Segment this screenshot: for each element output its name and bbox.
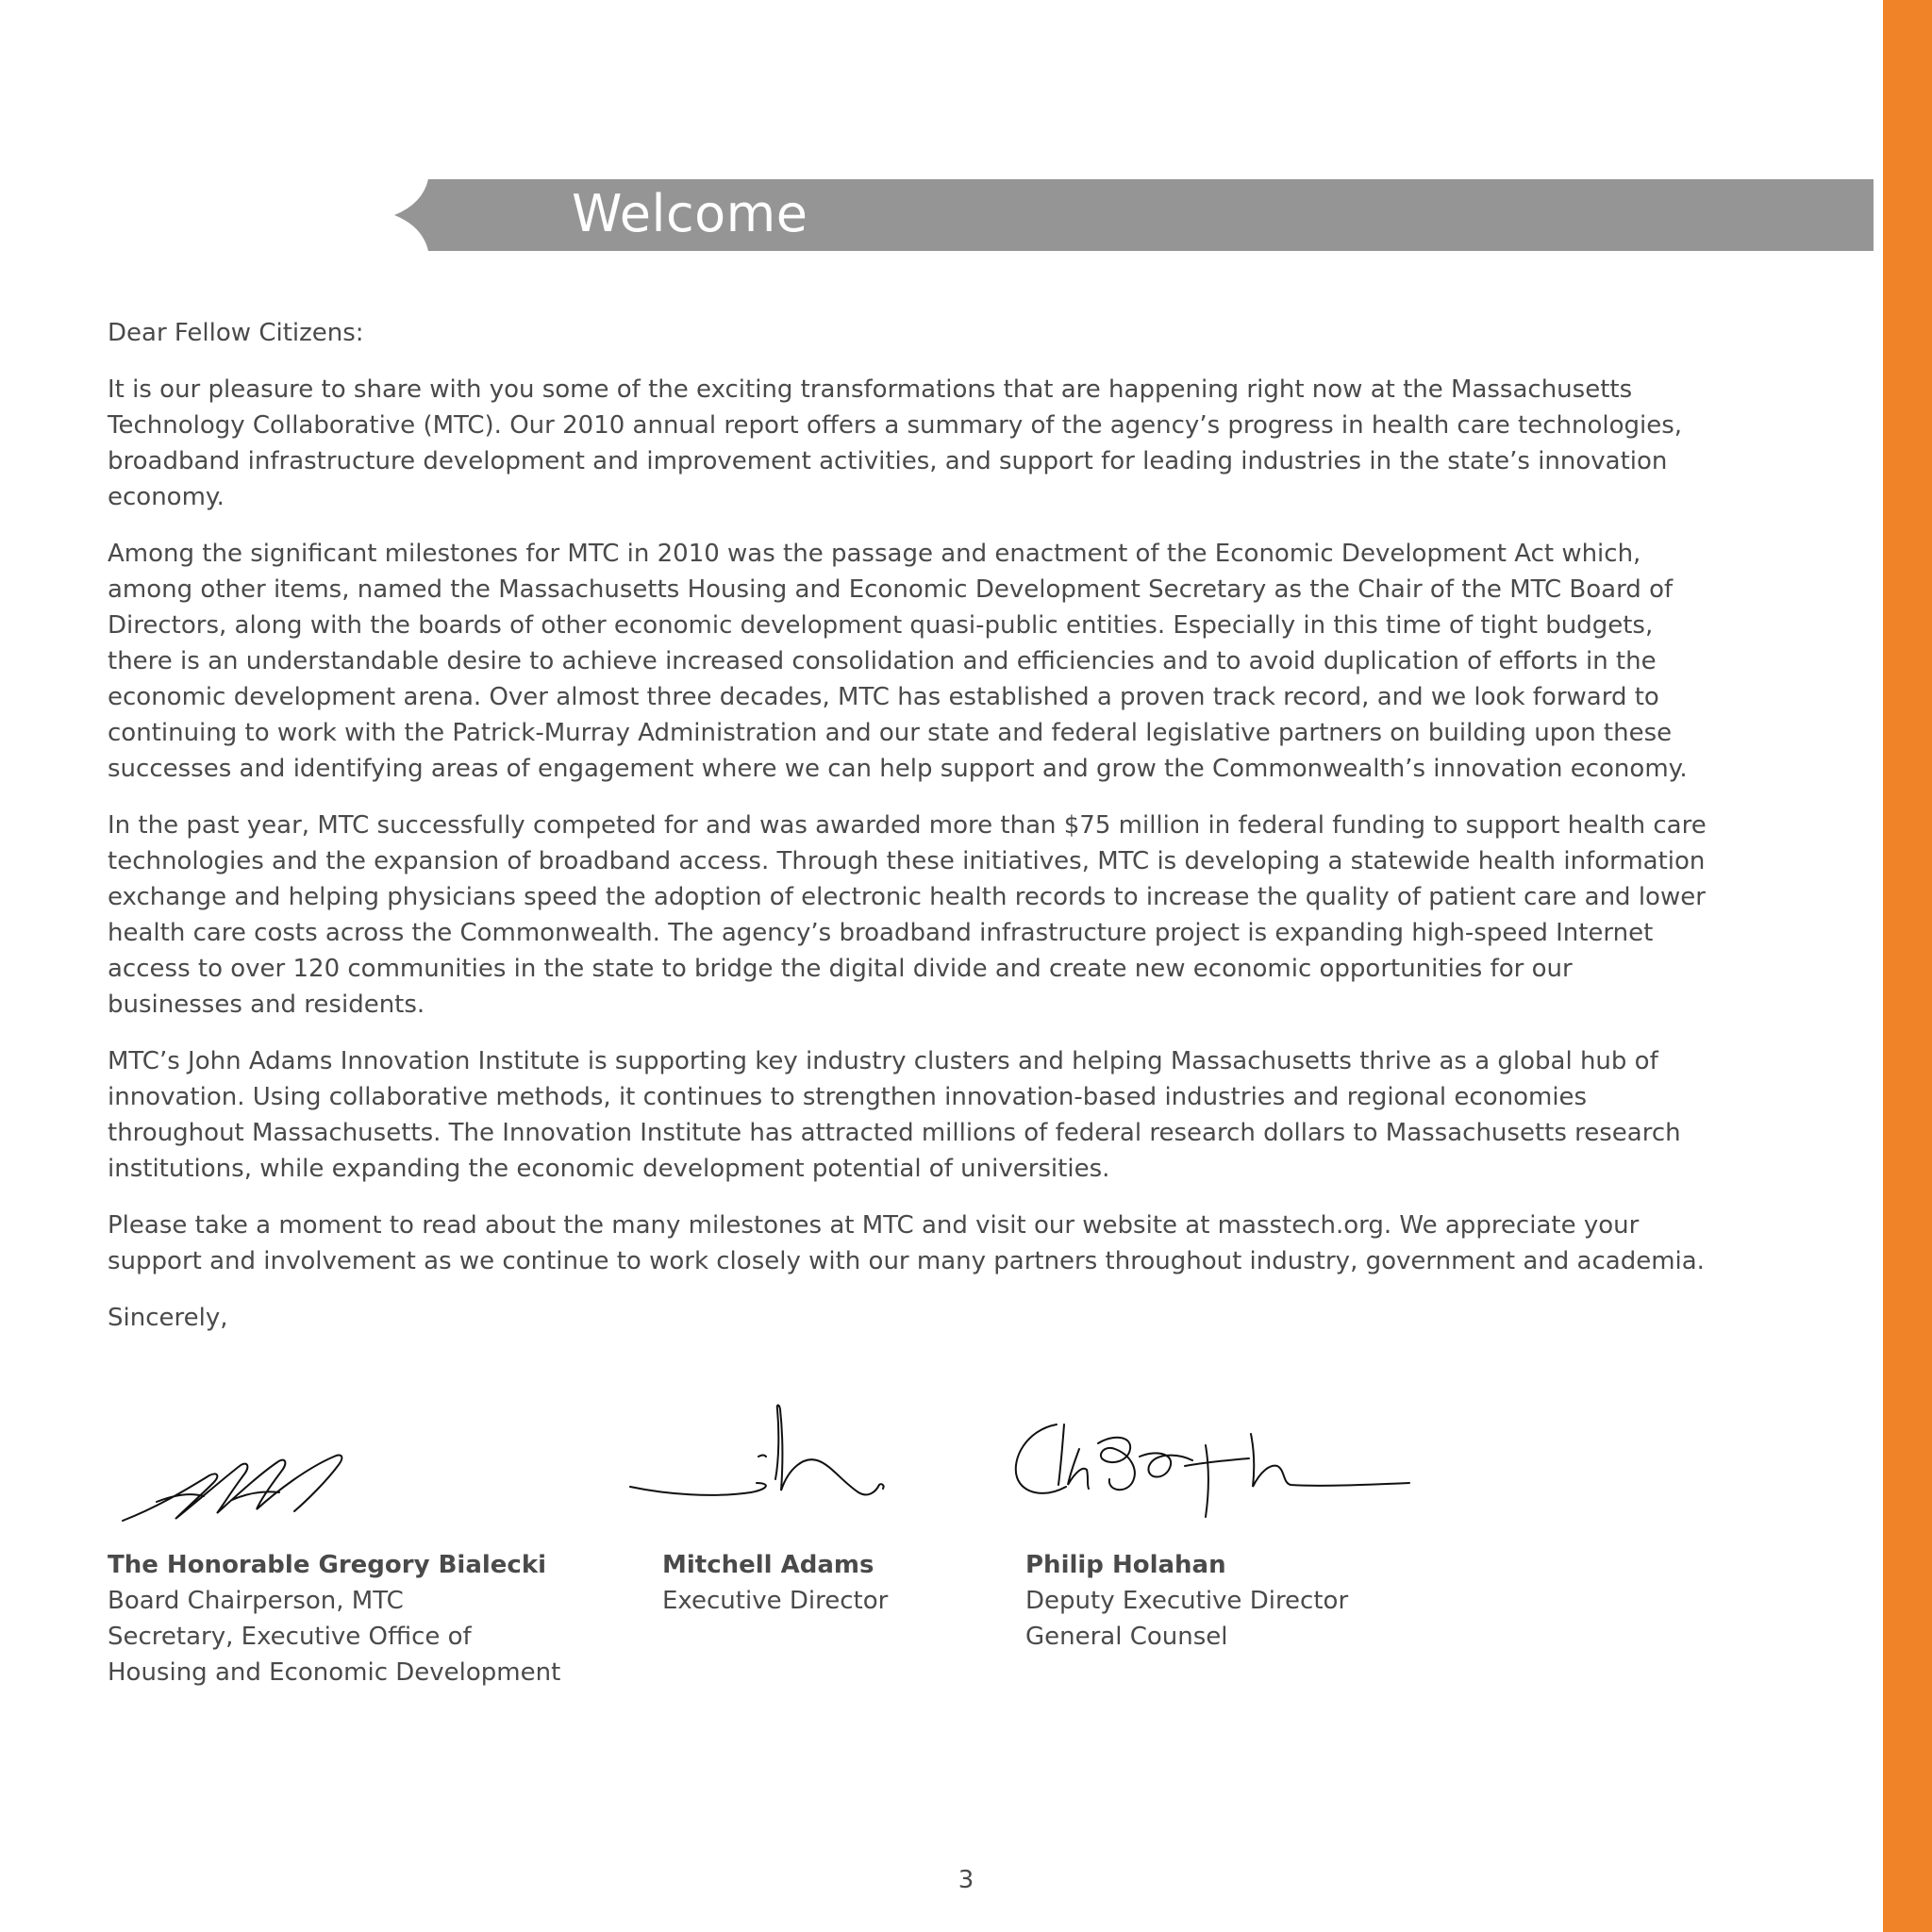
signatory-name: Philip Holahan (1025, 1551, 1226, 1579)
letter-body (108, 315, 1711, 1357)
signatory-title: Executive Director (662, 1587, 889, 1615)
signature-holahan (1008, 1411, 1413, 1534)
signatory-title: Deputy Executive Director (1025, 1587, 1349, 1615)
closing: Sincerely, (108, 1304, 228, 1332)
letter-paragraph: Please take a moment to read about the many milestones at MTC and visit our website at masstech.org. We appreciate your support and involvement as we continue to work closely with our many partners throughout industry, government and academia. (108, 1211, 1705, 1275)
welcome-banner (394, 179, 1874, 251)
signatory-name: The Honorable Gregory Bialecki (108, 1551, 547, 1579)
signatory-title: Secretary, Executive Office of (108, 1623, 472, 1651)
signatory-title: General Counsel (1025, 1623, 1228, 1651)
letter-paragraph: It is our pleasure to share with you some of the exciting transformations that are happening right now at the Massachusetts Technology Collaborative (MTC). Our 2010 annual report offers a summary of the agency’s progress in health care technologies, broadband infrastructure development and improvement activities, and support for leading industries in the state’s innovation economy. (108, 375, 1683, 511)
page-number: 3 (958, 1866, 974, 1894)
signatory-adams (662, 1547, 888, 1619)
signatures (0, 1396, 1883, 1538)
salutation: Dear Fellow Citizens: (108, 319, 364, 347)
signature-adams (628, 1402, 921, 1506)
signatory-name: Mitchell Adams (662, 1551, 874, 1579)
letter-paragraph: In the past year, MTC successfully competed for and was awarded more than $75 million in federal funding to support health care technologies and the expansion of broadband access. Through these initiatives, MTC is developing a statewide health information exchange and helping physicians speed the adoption of electronic health records to increase the quality of patient care and lower health care costs across the Commonwealth. The agency’s broadband infrastructure project is expanding high-speed Internet access to over 120 communities in the state to bridge the digital divide and create new economic opportunities for our businesses and residents. (108, 811, 1707, 1019)
signatory-title: Housing and Economic Development (108, 1658, 561, 1687)
signatory-bialecki (108, 1547, 560, 1690)
orange-side-bar (1883, 0, 1932, 1932)
signature-bialecki (119, 1434, 364, 1538)
signatory-title: Board Chairperson, MTC (108, 1587, 404, 1615)
page-title: Welcome (572, 184, 808, 243)
letter-paragraph: MTC’s John Adams Innovation Institute is supporting key industry clusters and helping Massachusetts thrive as a global hub of innovation. Using collaborative methods, it continues to strengthen innovation-based industries and regional economies throughout Massachusetts. The Innovation Institute has attracted millions of federal research dollars to Massachusetts research institutions, while expanding the economic development potential of universities. (108, 1047, 1681, 1183)
signatory-holahan (1025, 1547, 1348, 1655)
letter-paragraph: Among the significant milestones for MTC in 2010 was the passage and enactment of the Economic Development Act which, among other items, named the Massachusetts Housing and Economic Development Secretary as the Chair of the MTC Board of Directors, along with the boards of other economic development quasi-public entities. Especially in this time of tight budgets, there is an understandable desire to achieve increased consolidation and efficiencies and to avoid duplication of efforts in the economic development arena. Over almost three decades, MTC has established a proven track record, and we look forward to continuing to work with the Patrick-Murray Administration and our state and federal legislative partners on building upon these successes and identifying areas of engagement where we can help support and grow the Commonwealth’s innovation economy. (108, 540, 1688, 783)
